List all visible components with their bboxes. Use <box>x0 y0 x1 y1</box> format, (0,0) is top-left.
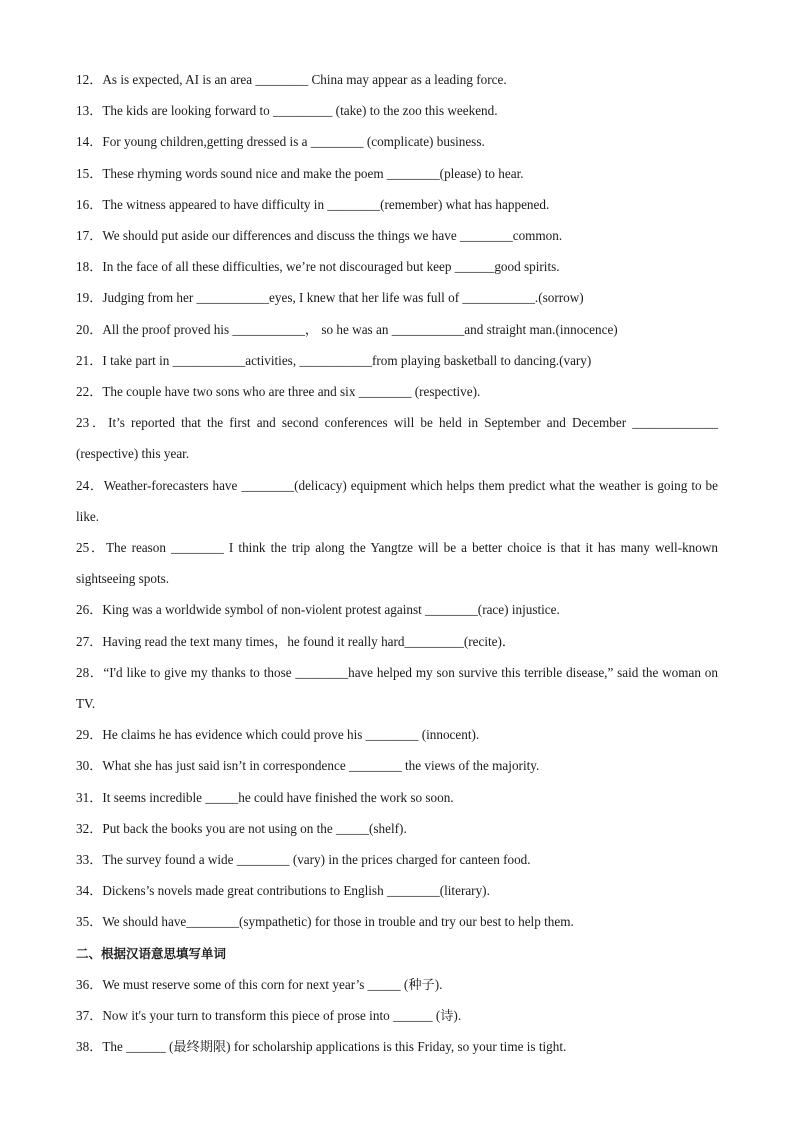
question-item: 14．For young children,getting dressed is a ________ (complicate) business. <box>76 134 485 150</box>
question-item: 25．The reason ________ I think the trip along the Yangtze will be a better choice is that it has many well-known sightseeing spots. <box>76 540 718 587</box>
question-item: 17．We should put aside our differences and discuss the things we have ________common. <box>76 228 563 244</box>
question-item: 19．Judging from her ___________eyes, I knew that her life was full of ___________.(sorrow) <box>76 290 584 306</box>
question-item: 24．Weather-forecasters have ________(delicacy) equipment which helps them predict what the weather is going to be like. <box>76 477 718 524</box>
question-item: 28．“I'd like to give my thanks to those ________have helped my son survive this terrible disease,” said the woman on TV. <box>76 664 718 712</box>
question-item: 22．The couple have two sons who are three and six ________ (respective). <box>76 384 481 400</box>
question-item: 32．Put back the books you are not using on the _____(shelf). <box>76 820 407 836</box>
question-item: 20．All the proof proved his ___________， so he was an ___________and straight man.(innocence) <box>76 321 618 337</box>
question-item: 16．The witness appeared to have difficulty in ________(remember) what has happened. <box>76 196 550 212</box>
question-item: 33．The survey found a wide ________ (vary) in the prices charged for canteen food. <box>76 852 531 868</box>
question-item: 27．Having read the text many times，he found it really hard_________(recite)． <box>76 633 516 649</box>
question-item: 34．Dickens’s novels made great contributions to English ________(literary). <box>76 883 490 899</box>
question-item: 30．What she has just said isn’t in correspondence ________ the views of the majority. <box>76 758 540 774</box>
question-item: 15．These rhyming words sound nice and make the poem ________(please) to hear. <box>76 165 524 181</box>
question-item: 26．King was a worldwide symbol of non-violent protest against ________(race) injustice. <box>76 602 560 618</box>
question-item: 38．The ______ (最终期限) for scholarship applications is this Friday, so your time is tight. <box>76 1039 567 1055</box>
document-content <box>76 64 718 1063</box>
question-item: 18．In the face of all these difficulties, we’re not discouraged but keep ______good spirits. <box>76 259 560 275</box>
question-item: 31．It seems incredible _____he could have finished the work so soon. <box>76 789 454 805</box>
question-item: 35．We should have________(sympathetic) for those in trouble and try our best to help them. <box>76 914 574 930</box>
question-item: 13．The kids are looking forward to _________ (take) to the zoo this weekend. <box>76 103 498 119</box>
question-item: 23．It’s reported that the first and second conferences will be held in September and December _____________ (respective) this year. <box>76 415 718 462</box>
question-list <box>76 64 718 938</box>
question-item: 12．As is expected, AI is an area ________ China may appear as a leading force. <box>76 72 507 87</box>
question-list <box>76 969 718 1063</box>
question-item: 37．Now it's your turn to transform this piece of prose into ______ (诗). <box>76 1008 462 1024</box>
question-item: 36．We must reserve some of this corn for next year’s _____ (种子). <box>76 976 443 992</box>
question-item: 21．I take part in ___________activities, ___________from playing basketball to dancing.(vary) <box>76 352 592 368</box>
question-item: 29．He claims he has evidence which could prove his ________ (innocent). <box>76 727 480 743</box>
section-heading: 二、根据汉语意思填写单词 <box>76 945 227 961</box>
